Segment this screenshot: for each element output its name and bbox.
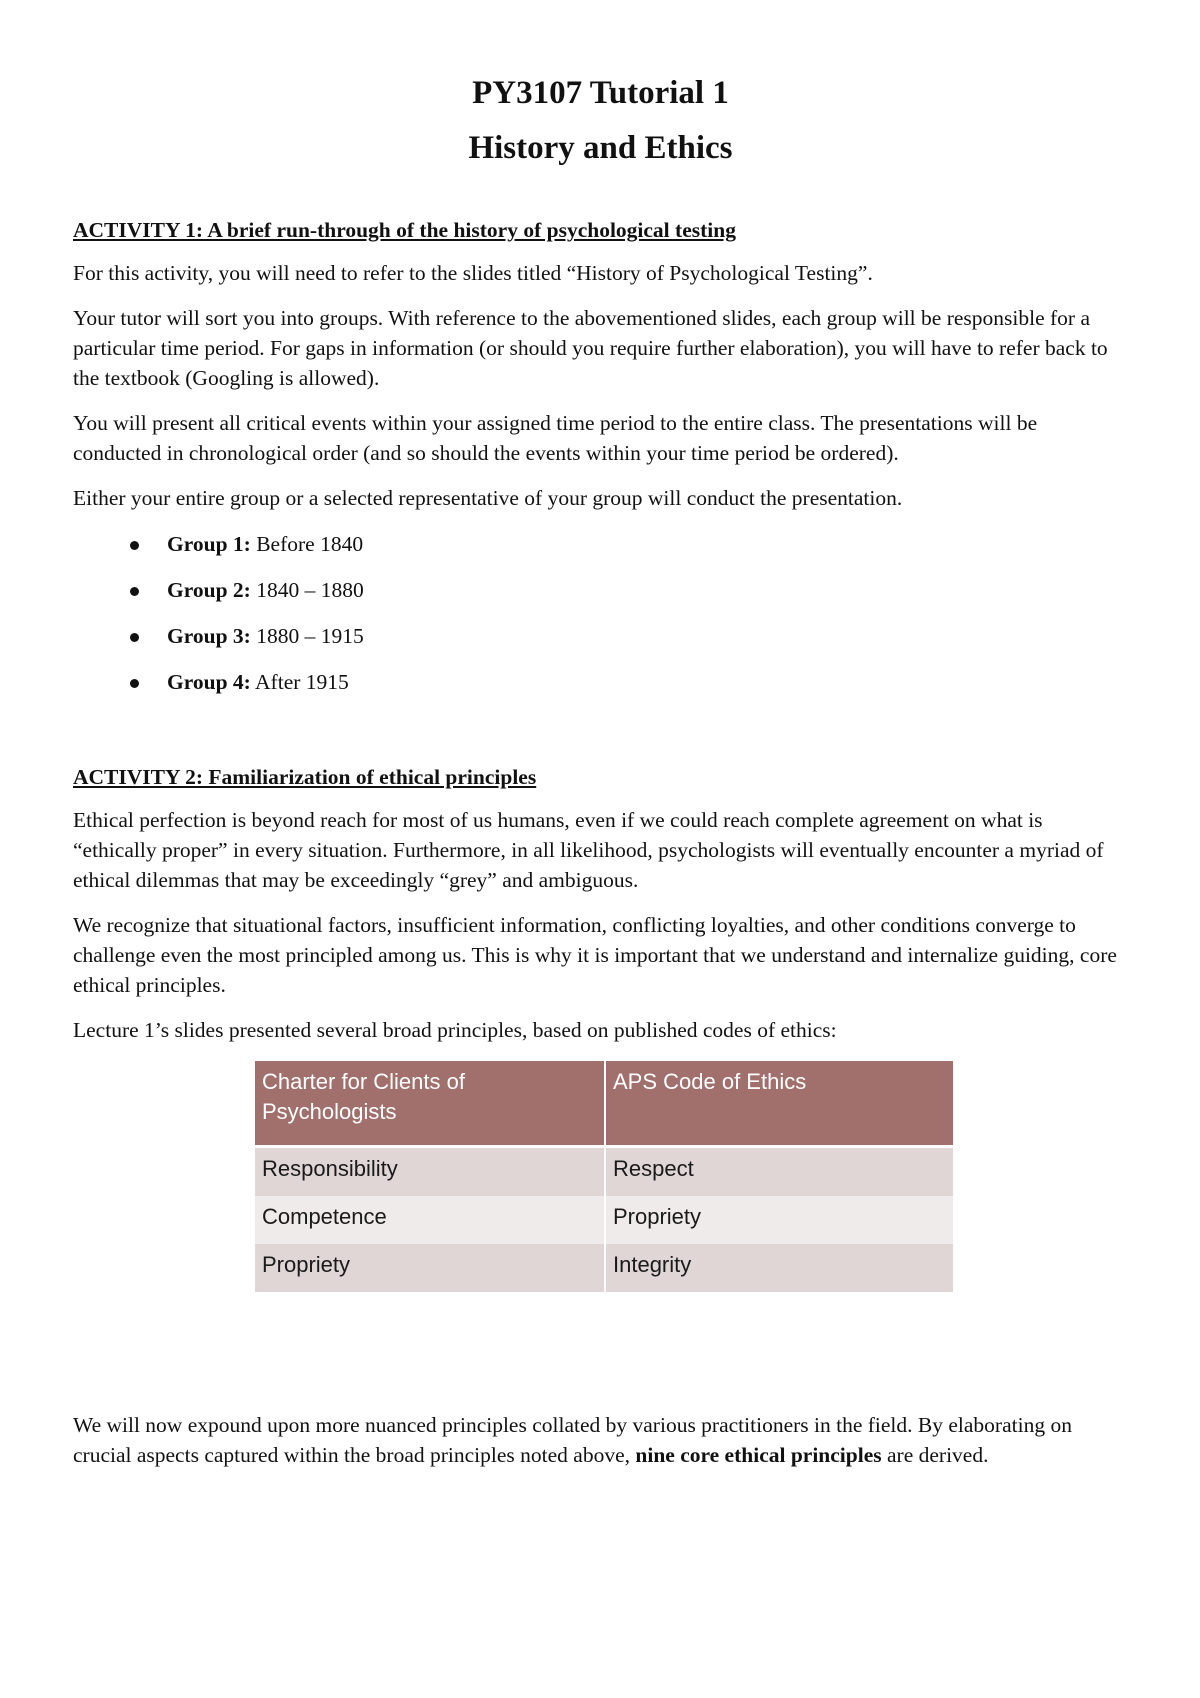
- list-item: [73, 667, 1128, 697]
- document-subtitle: History and Ethics: [468, 129, 733, 166]
- group-period: 1880 – 1915: [256, 624, 364, 649]
- bullet-icon: [130, 679, 139, 688]
- closing-paragraph: [73, 1410, 1128, 1470]
- group-list: [73, 529, 1128, 697]
- activity2-paragraph: We recognize that situational factors, insufficient information, conflicting loyalties, and other conditions converge to challenge even the most principled among us. This is why it is important that we understand and internalize guiding, core ethical principles.: [73, 913, 1117, 998]
- table-header-cell: Charter for Clients of Psychologists: [255, 1061, 605, 1147]
- activity1-paragraph: Your tutor will sort you into groups. With reference to the abovementioned slides, each group will be responsible for a particular time period. For gaps in information (or should you require further elaboration), you will have to refer back to the textbook (Googling is allowed).: [73, 306, 1108, 391]
- table-row: [255, 1196, 954, 1244]
- group-period: 1840 – 1880: [256, 578, 364, 603]
- activity1-paragraph: Either your entire group or a selected representative of your group will conduct the presentation.: [73, 486, 903, 511]
- group-label: Group 2:: [167, 578, 251, 603]
- group-label: Group 1:: [167, 532, 251, 557]
- closing-text-end: are derived.: [881, 1443, 989, 1468]
- closing-emphasis: nine core ethical principles: [635, 1443, 882, 1468]
- table-header-row: [255, 1061, 954, 1147]
- activity1-heading: ACTIVITY 1: A brief run-through of the history of psychological testing: [73, 218, 736, 243]
- table-cell: Integrity: [605, 1244, 954, 1292]
- bullet-icon: [130, 541, 139, 550]
- group-label: Group 3:: [167, 624, 251, 649]
- activity2-paragraph: Lecture 1’s slides presented several broad principles, based on published codes of ethics:: [73, 1018, 837, 1043]
- table-cell: Responsibility: [255, 1147, 605, 1197]
- ethics-principles-table: [255, 1061, 955, 1292]
- document-title: PY3107 Tutorial 1: [472, 75, 729, 111]
- group-period: Before 1840: [256, 532, 364, 557]
- list-item: [73, 575, 1128, 605]
- group-label: Group 4:: [167, 670, 251, 695]
- closing-text: We will now expound upon more nuanced principles collated by various practitioners in the field. By elaborating on crucial aspects captured within the broad principles noted above,: [73, 1413, 1072, 1468]
- table-cell: Competence: [255, 1196, 605, 1244]
- bullet-icon: [130, 633, 139, 642]
- table-row: [255, 1244, 954, 1292]
- table-row: [255, 1147, 954, 1197]
- table-cell: Propriety: [255, 1244, 605, 1292]
- bullet-icon: [130, 587, 139, 596]
- activity2-paragraph: Ethical perfection is beyond reach for most of us humans, even if we could reach complete agreement on what is “ethically proper” in every situation. Furthermore, in all likelihood, psychologists will eventually encounter a myriad of ethical dilemmas that may be exceedingly “grey” and ambiguous.: [73, 808, 1104, 893]
- list-item: [73, 529, 1128, 559]
- table-cell: Respect: [605, 1147, 954, 1197]
- activity1-paragraph: For this activity, you will need to refer to the slides titled “History of Psychological Testing”.: [73, 261, 873, 286]
- group-period: After 1915: [255, 670, 349, 695]
- table-cell: Propriety: [605, 1196, 954, 1244]
- activity2-heading: ACTIVITY 2: Familiarization of ethical principles: [73, 765, 537, 790]
- list-item: [73, 621, 1128, 651]
- table-header-cell: APS Code of Ethics: [605, 1061, 954, 1147]
- activity1-paragraph: You will present all critical events within your assigned time period to the entire class. The presentations will be conducted in chronological order (and so should the events within your time period be ordered).: [73, 411, 1038, 466]
